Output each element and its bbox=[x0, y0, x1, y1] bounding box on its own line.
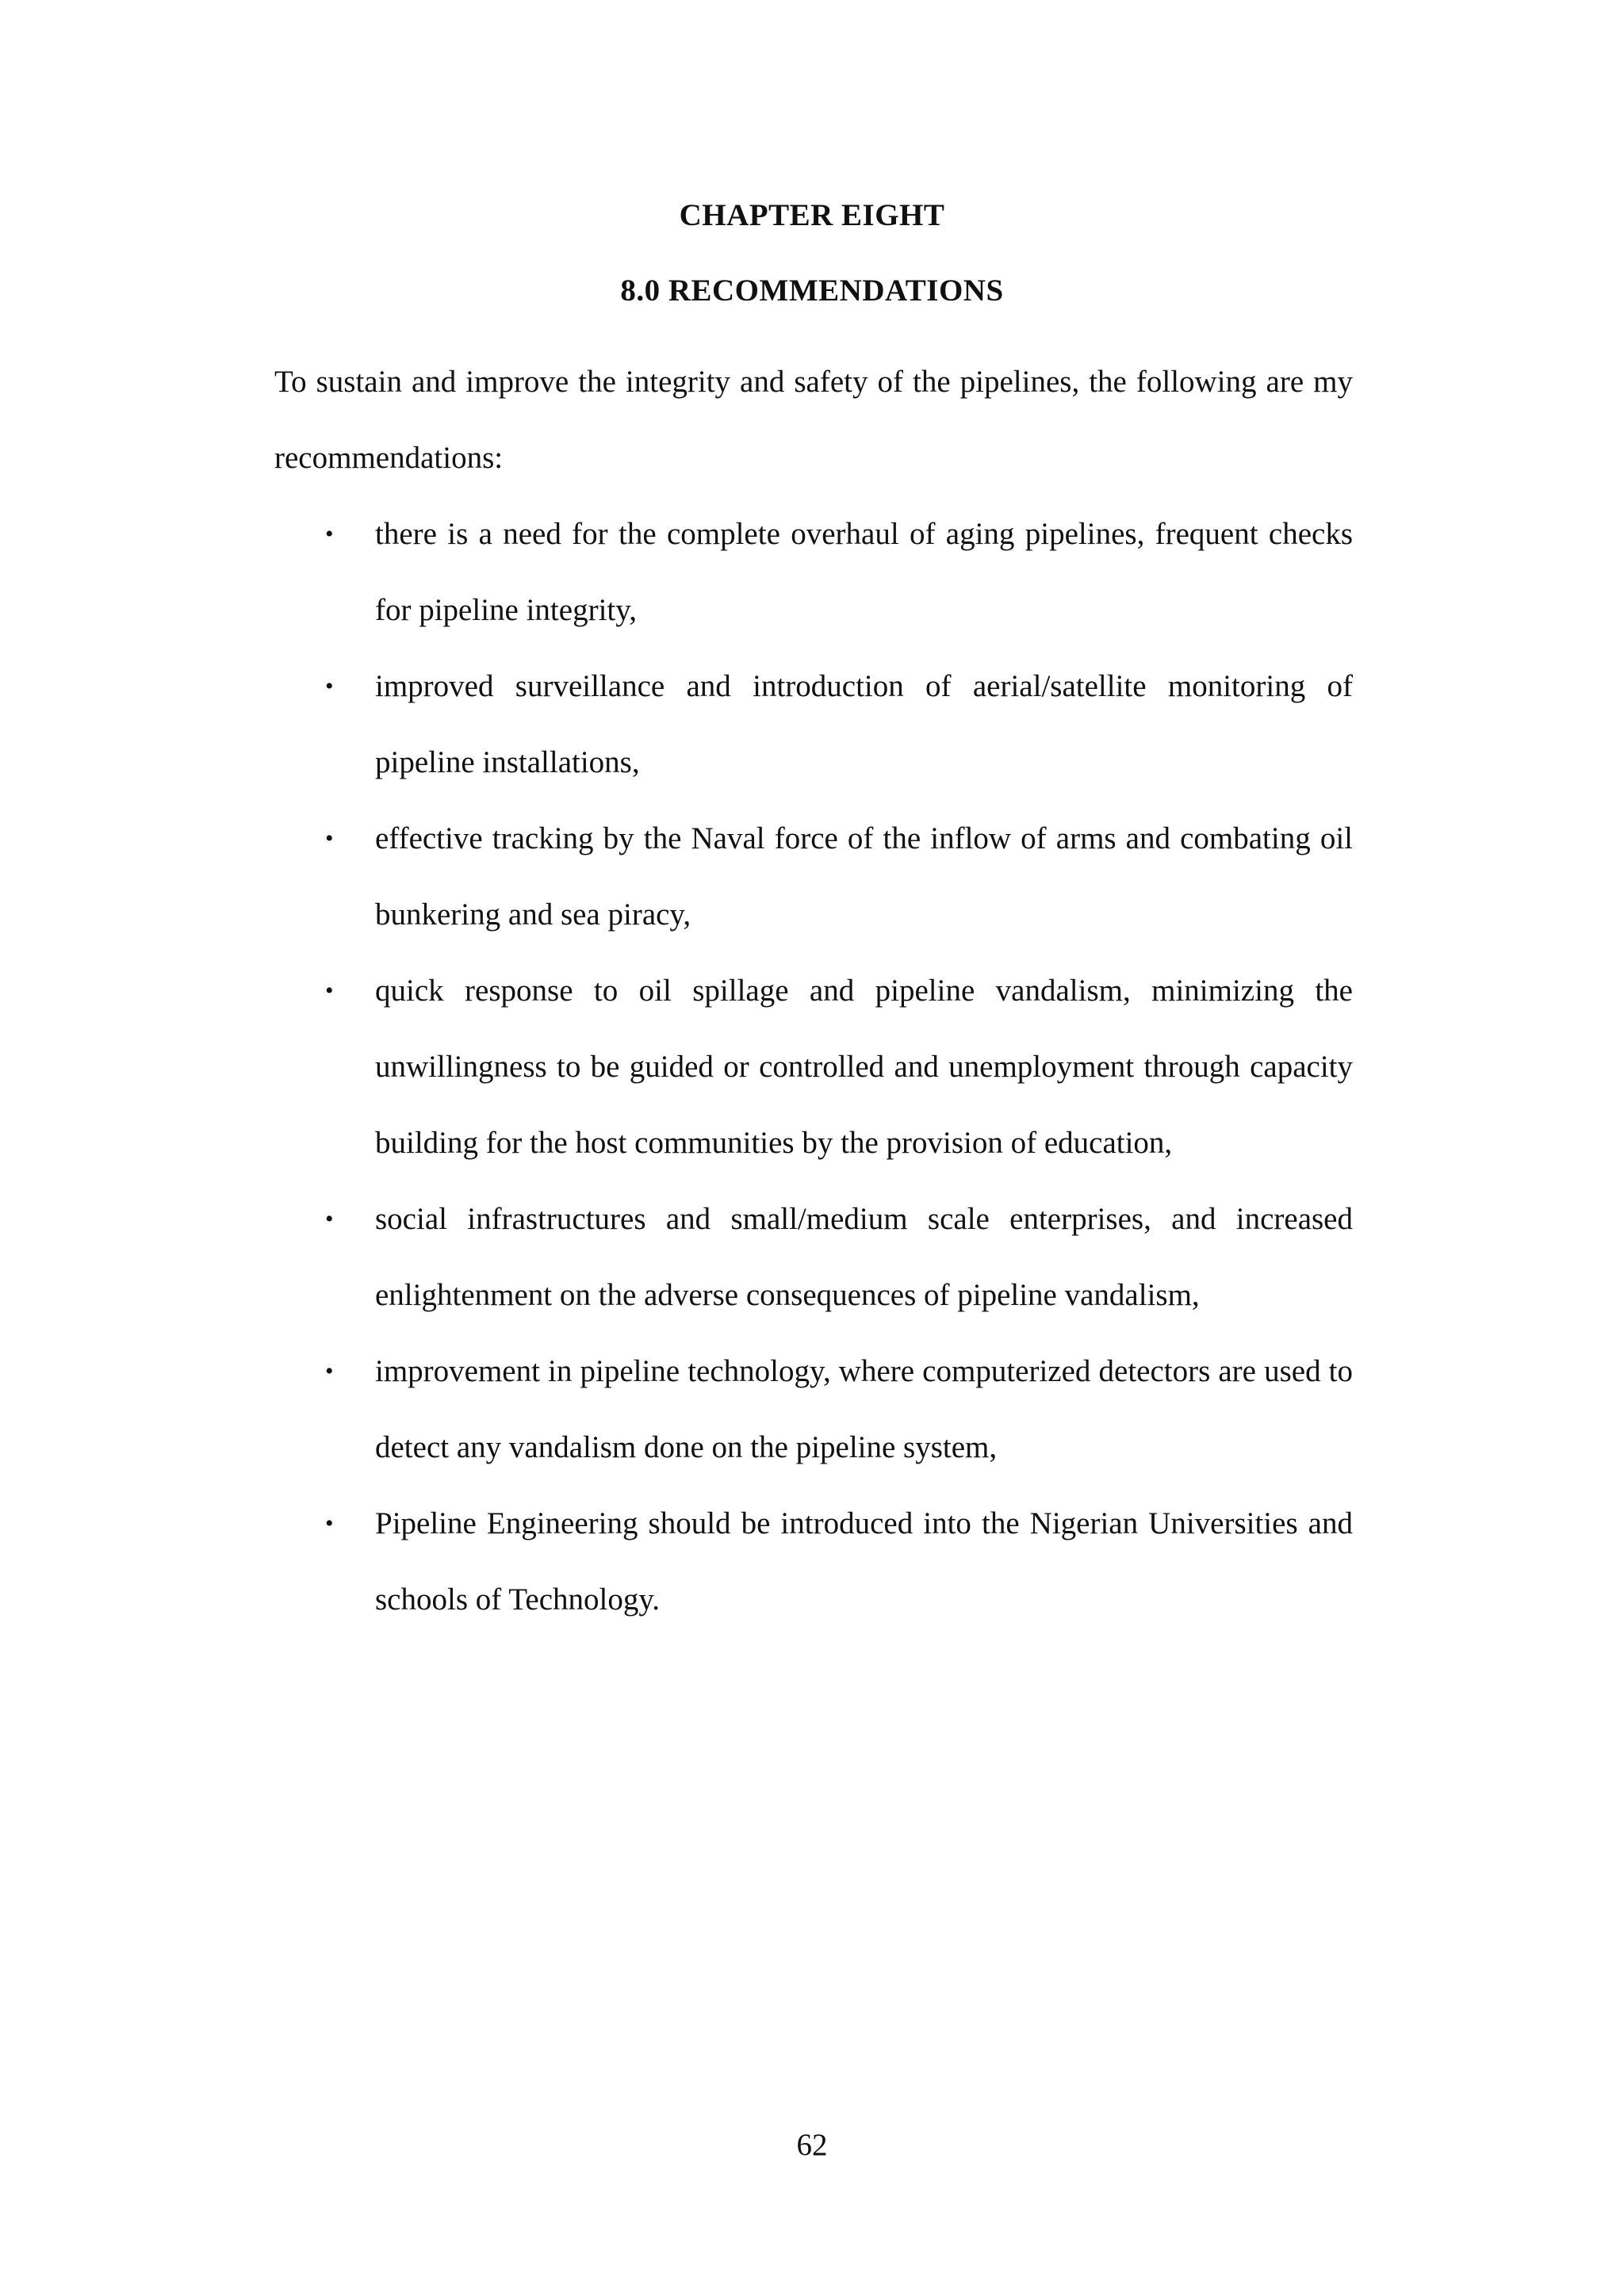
page-number: 62 bbox=[796, 2128, 828, 2162]
list-item bbox=[325, 953, 1353, 1181]
recommendation-text: quick response to oil spillage and pipeline vandalism, minimizing the unwillingness to be guided or controlled and unemployment through capacity building for the host communities by the provision of education, bbox=[375, 974, 1353, 1160]
list-item bbox=[325, 801, 1353, 953]
list-item bbox=[325, 496, 1353, 649]
list-item bbox=[325, 649, 1353, 801]
chapter-title: CHAPTER EIGHT bbox=[679, 198, 945, 232]
recommendation-text: social infrastructures and small/medium scale enterprises, and increased enlightenment on the adverse consequences of pipeline vandalism, bbox=[375, 1202, 1353, 1312]
list-item bbox=[325, 1181, 1353, 1334]
bullet-icon: • bbox=[325, 521, 334, 547]
bullet-icon: • bbox=[325, 673, 334, 699]
recommendation-text: effective tracking by the Naval force of the inflow of arms and combating oil bunkering and sea piracy, bbox=[375, 821, 1353, 932]
recommendations-list bbox=[325, 496, 1353, 1638]
intro-paragraph: To sustain and improve the integrity and safety of the pipelines, the following are my recommendations: bbox=[274, 365, 1353, 475]
list-item bbox=[325, 1334, 1353, 1486]
recommendation-text: Pipeline Engineering should be introduced into the Nigerian Universities and schools of Technology. bbox=[375, 1506, 1353, 1617]
list-item bbox=[325, 1486, 1353, 1638]
recommendation-text: improvement in pipeline technology, where computerized detectors are used to detect any vandalism done on the pipeline system, bbox=[375, 1354, 1353, 1464]
recommendation-text: there is a need for the complete overhaul of aging pipelines, frequent checks for pipeline integrity, bbox=[375, 517, 1353, 627]
recommendation-text: improved surveillance and introduction of aerial/satellite monitoring of pipeline installations, bbox=[375, 669, 1353, 779]
section-title: 8.0 RECOMMENDATIONS bbox=[620, 274, 1004, 308]
bullet-icon: • bbox=[325, 1206, 334, 1232]
bullet-icon: • bbox=[325, 825, 334, 851]
bullet-icon: • bbox=[325, 1358, 334, 1384]
bullet-icon: • bbox=[325, 978, 334, 1004]
bullet-icon: • bbox=[325, 1510, 334, 1536]
